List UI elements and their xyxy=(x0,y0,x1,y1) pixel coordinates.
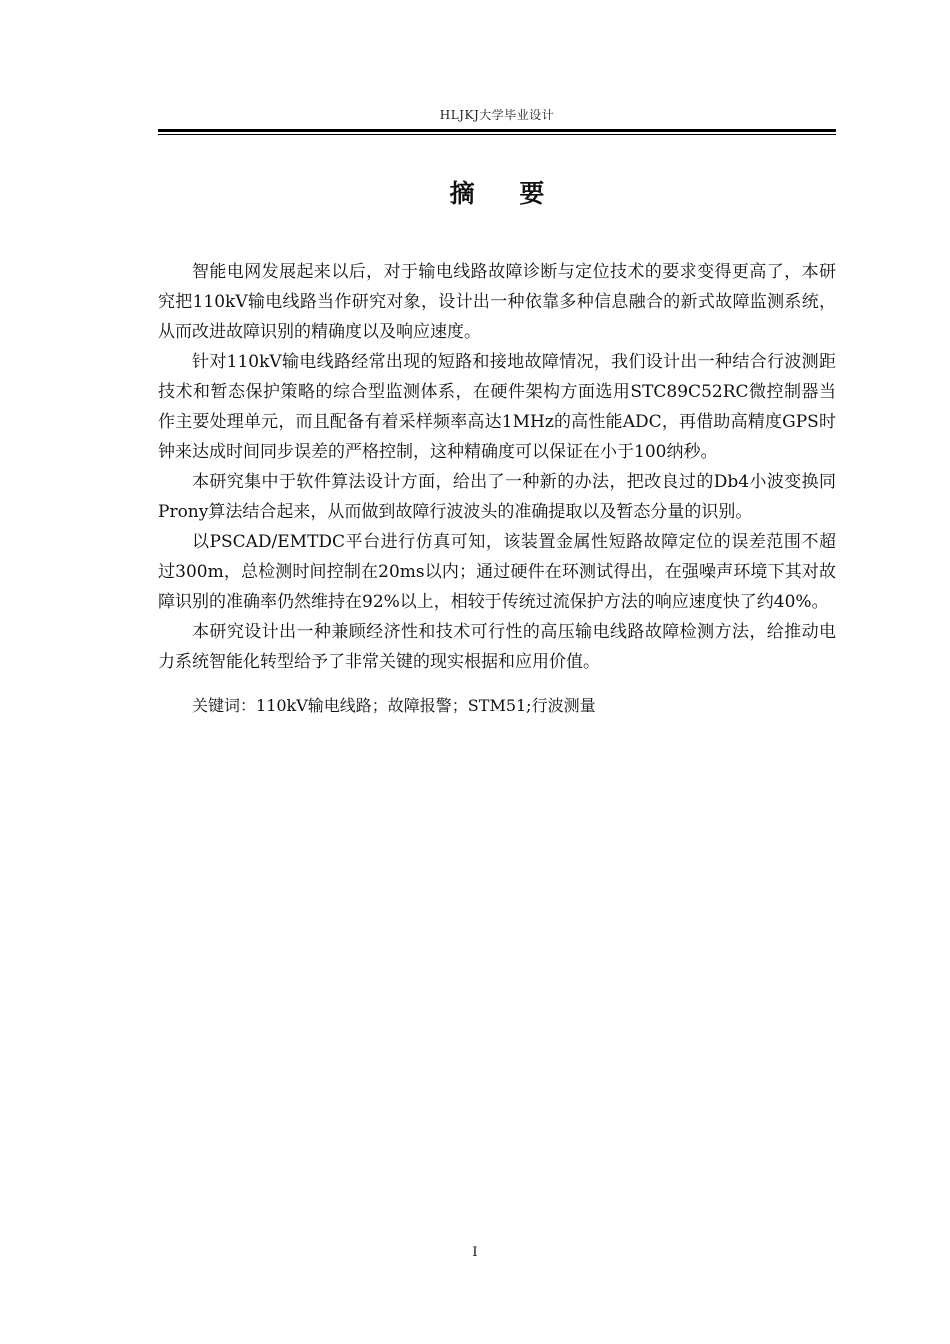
abstract-paragraph-1: 智能电网发展起来以后，对于输电线路故障诊断与定位技术的要求变得更高了，本研究把110kV输电线路当作研究对象，设计出一种依靠多种信息融合的新式故障监测系统，从而改进故障识别的精确度以及响应速度。 xyxy=(158,262,836,342)
page-title: 摘 要 xyxy=(449,179,563,208)
abstract-body xyxy=(158,257,836,721)
header-rule-thick xyxy=(158,129,836,132)
running-header: HLJKJ大学毕业设计 xyxy=(439,108,555,122)
page-number: I xyxy=(472,1245,478,1260)
keywords-line xyxy=(158,691,836,721)
abstract-paragraph-5: 本研究设计出一种兼顾经济性和技术可行性的高压输电线路故障检测方法，给推动电力系统智能化转型给予了非常关键的现实根据和应用价值。 xyxy=(158,622,836,672)
abstract-paragraph-2: 针对110kV输电线路经常出现的短路和接地故障情况，我们设计出一种结合行波测距技术和暂态保护策略的综合型监测体系，在硬件架构方面选用STC89C52RC微控制器当作主要处理单元，而且配备有着采样频率高达1MHz的高性能ADC，再借助高精度GPS时钟来达成时间同步误差的严格控制，这种精确度可以保证在小于100纳秒。 xyxy=(158,352,836,462)
keywords-value: 110kV输电线路；故障报警；STM51;行波测量 xyxy=(256,696,596,715)
header-rule-thin xyxy=(158,134,836,135)
abstract-paragraph-3: 本研究集中于软件算法设计方面，给出了一种新的办法，把改良过的Db4小波变换同Prony算法结合起来，从而做到故障行波波头的准确提取以及暂态分量的识别。 xyxy=(158,472,836,522)
keywords-label: 关键词： xyxy=(192,696,257,715)
abstract-paragraph-4: 以PSCAD/EMTDC平台进行仿真可知，该装置金属性短路故障定位的误差范围不超过300m，总检测时间控制在20ms以内；通过硬件在环测试得出，在强噪声环境下其对故障识别的准确率仍然维持在92%以上，相较于传统过流保护方法的响应速度快了约40%。 xyxy=(158,532,836,612)
